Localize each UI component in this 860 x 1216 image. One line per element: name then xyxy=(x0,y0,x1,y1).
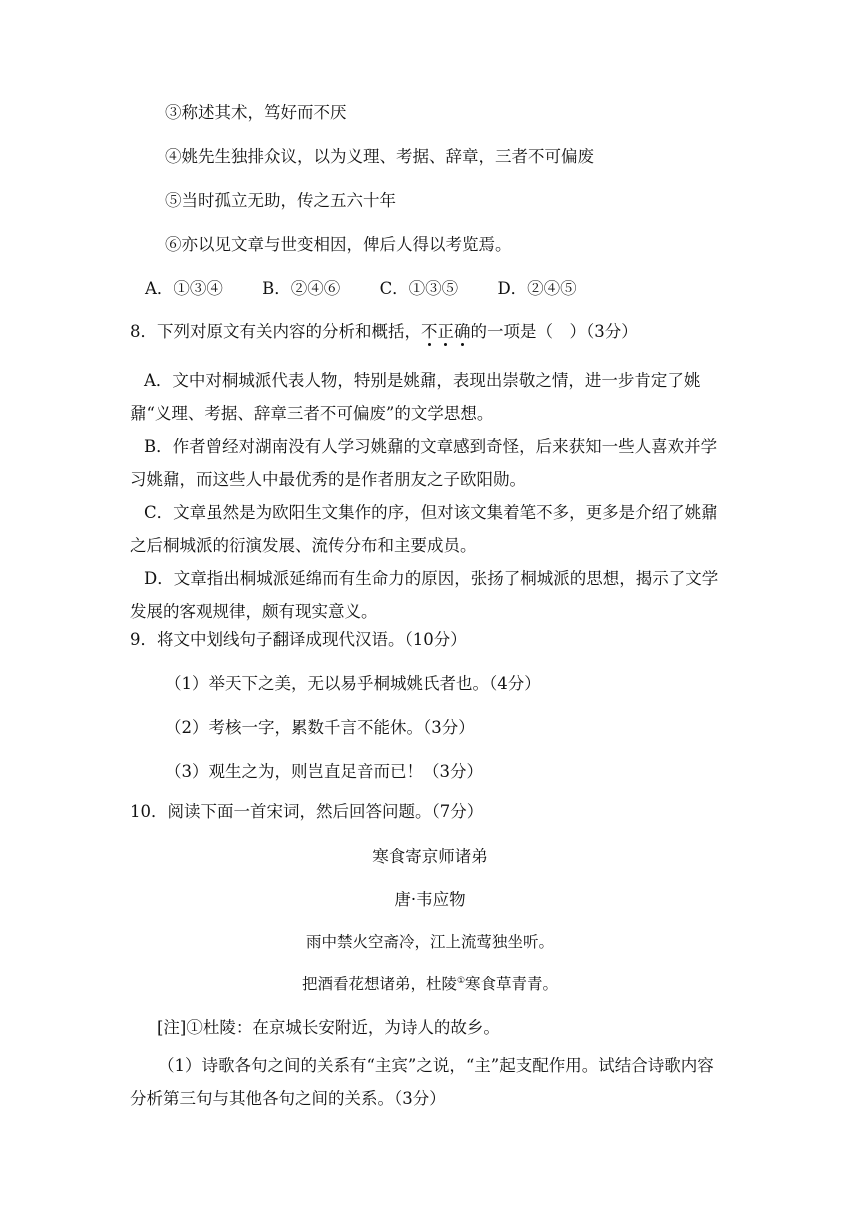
q10-stem: 10．阅读下面一首宋词，然后回答问题。（7分） xyxy=(130,802,484,821)
q8-stem xyxy=(130,320,638,344)
q8-stem-before: 8．下列对原文有关内容的分析和概括， xyxy=(130,322,421,341)
item-5: ⑤当时孤立无助，传之五六十年 xyxy=(165,191,396,210)
poem-line-1: 雨中禁火空斋冷，江上流莺独坐听。 xyxy=(305,933,554,951)
poem-line-2-b: 寒食草青青。 xyxy=(465,975,559,993)
q7-option-c: C．①③⑤ xyxy=(379,279,459,298)
q8-emph-3: 确 xyxy=(454,322,471,341)
q9-sentence-3: （3）观生之为，则岂直足音而已！（3分） xyxy=(165,762,483,781)
q7-option-d: D．②④⑤ xyxy=(497,279,577,298)
q9-sentence-2: （2）考核一字，累数千言不能休。（3分） xyxy=(165,718,475,737)
poem-note: [注]①杜陵：在京城长安附近，为诗人的故乡。 xyxy=(157,1018,500,1037)
poem-author: 唐·韦应物 xyxy=(394,890,466,909)
q10-sub-1: （1）诗歌各句之间的关系有“主宾”之说，“主”起支配作用。试结合诗歌内容分析第三句与其他各句之间的关系。（3分） xyxy=(130,1056,714,1108)
poem-title: 寒食寄京师诸弟 xyxy=(372,847,488,866)
item-4: ④姚先生独排众议，以为义理、考据、辞章，三者不可偏废 xyxy=(165,147,594,166)
q7-option-a: A．①③④ xyxy=(145,279,223,298)
q7-options xyxy=(145,277,611,301)
q8-option-a: A．文中对桐城派代表人物，特别是姚鼐，表现出崇敬之情，进一步肯定了姚鼐“义理、考据、辞章三者不可偏废”的文学思想。 xyxy=(130,371,701,423)
footnote-marker: ① xyxy=(456,976,466,986)
q8-option-d: D．文章指出桐城派延绵而有生命力的原因，张扬了桐城派的思想，揭示了文学发展的客观规律，颇有现实意义。 xyxy=(130,569,719,621)
poem-line-2 xyxy=(0,972,860,996)
q8-option-b: B．作者曾经对湖南没有人学习姚鼐的文章感到奇怪，后来获知一些人喜欢并学习姚鼐，而这些人中最优秀的是作者朋友之子欧阳勋。 xyxy=(130,437,718,489)
item-3: ③称述其术，笃好而不厌 xyxy=(165,103,347,122)
q9-sentence-1: （1）举天下之美，无以易乎桐城姚氏者也。（4分） xyxy=(165,674,541,693)
q8-emph-2: 正 xyxy=(437,322,454,341)
q9-stem: 9．将文中划线句子翻译成现代汉语。（10分） xyxy=(130,630,467,649)
q8-option-c: C．文章虽然是为欧阳生文集作的序，但对该文集着笔不多，更多是介绍了姚鼐之后桐城派的衍演发展、流传分布和主要成员。 xyxy=(130,503,718,555)
q8-emph-1: 不 xyxy=(421,322,438,341)
poem-line-2-a: 把酒看花想诸弟，杜陵 xyxy=(301,975,457,993)
q8-stem-after: 的一项是（ ）（3分） xyxy=(470,322,638,341)
q7-option-b: B．②④⑥ xyxy=(262,279,341,298)
item-6: ⑥亦以见文章与世变相因，俾后人得以考览焉。 xyxy=(165,235,512,254)
